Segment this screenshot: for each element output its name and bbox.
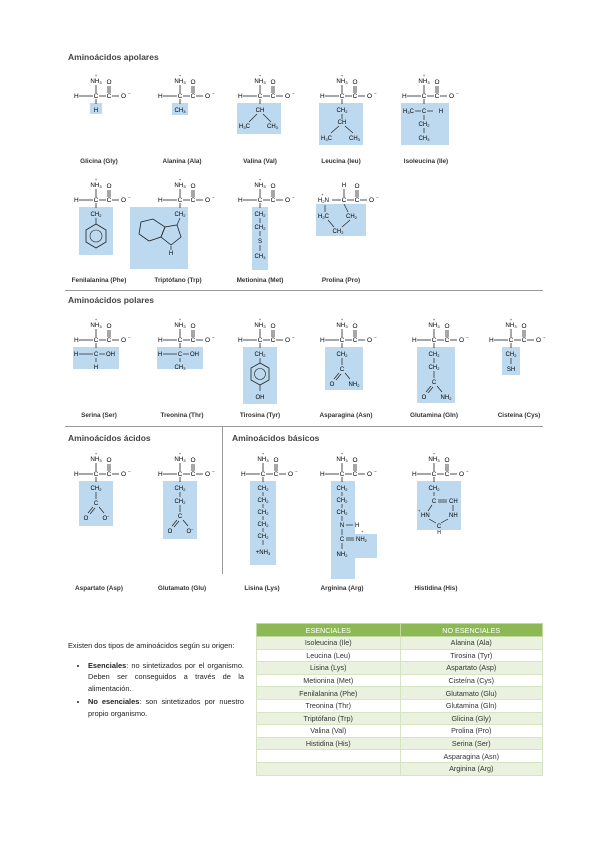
label-phe: Fenilalanina (Phe) bbox=[71, 277, 127, 284]
table-row bbox=[257, 737, 543, 750]
svg-text:C: C bbox=[354, 197, 360, 204]
label-ile: Isoleucina (Ile) bbox=[403, 158, 449, 165]
table-cell: Treonina (Thr) bbox=[257, 699, 401, 712]
divider-acidos-basicos bbox=[222, 426, 223, 574]
lysine-structure bbox=[240, 474, 302, 568]
svg-text:NH2: NH2 bbox=[356, 537, 367, 543]
svg-text:CH2: CH2 bbox=[90, 212, 102, 218]
svg-text:CH2: CH2 bbox=[257, 510, 269, 516]
svg-text:HN: HN bbox=[421, 513, 430, 519]
svg-text:CH: CH bbox=[255, 108, 265, 114]
svg-text:NH2: NH2 bbox=[348, 382, 360, 388]
svg-text:H: H bbox=[355, 523, 360, 529]
svg-text:N: N bbox=[339, 523, 345, 529]
svg-text:H3C: H3C bbox=[321, 136, 332, 142]
svg-text:C: C bbox=[339, 367, 345, 373]
label-his: Histidina (His) bbox=[414, 585, 458, 592]
svg-text:O: O bbox=[329, 382, 335, 388]
svg-text:CH2: CH2 bbox=[90, 486, 102, 492]
label-leu: Leucina (leu) bbox=[321, 158, 361, 165]
divider-polares bbox=[65, 426, 543, 427]
table-header-row bbox=[257, 624, 543, 637]
svg-text:H2C: H2C bbox=[318, 214, 329, 220]
table-row bbox=[257, 687, 543, 700]
svg-text:O: O bbox=[369, 197, 375, 204]
svg-text:CH2: CH2 bbox=[174, 212, 186, 218]
table-row bbox=[257, 674, 543, 687]
table-row bbox=[257, 762, 543, 775]
svg-text:O: O bbox=[83, 516, 89, 522]
table-cell: Aspartato (Asp) bbox=[400, 662, 543, 675]
svg-text:H3C: H3C bbox=[403, 109, 414, 115]
svg-text:CH3: CH3 bbox=[174, 365, 186, 371]
svg-text:CH: CH bbox=[337, 120, 347, 126]
svg-text:CH2: CH2 bbox=[418, 122, 430, 128]
section-title-basicos: Aminoácidos básicos bbox=[232, 433, 320, 443]
table-cell: Triptófano (Trp) bbox=[257, 712, 401, 725]
label-met: Metionina (Met) bbox=[236, 277, 284, 284]
label-trp: Triptófano (Trp) bbox=[154, 277, 202, 284]
svg-text:CH2: CH2 bbox=[174, 499, 186, 505]
svg-text:+NH3: +NH3 bbox=[255, 550, 271, 556]
svg-text:CH2: CH2 bbox=[336, 498, 348, 504]
arginine-structure bbox=[319, 474, 391, 580]
svg-text:S: S bbox=[257, 239, 263, 245]
tyrosine-structure bbox=[237, 340, 299, 406]
threonine-structure bbox=[157, 340, 219, 376]
histidine-structure bbox=[411, 474, 473, 534]
svg-text:−: − bbox=[376, 195, 379, 200]
svg-text:CH3: CH3 bbox=[174, 108, 186, 114]
phenylalanine-structure bbox=[73, 200, 135, 260]
svg-text:H: H bbox=[168, 251, 174, 257]
svg-text:H: H bbox=[341, 182, 347, 189]
label-glu: Glutamato (Glu) bbox=[157, 585, 207, 592]
svg-text:C: C bbox=[431, 380, 437, 386]
table-cell: Tirosina (Tyr) bbox=[400, 649, 543, 662]
glutamate-structure bbox=[157, 474, 219, 544]
table-row bbox=[257, 662, 543, 675]
svg-text:O−: O− bbox=[186, 527, 194, 535]
svg-text:CH2: CH2 bbox=[505, 352, 517, 358]
alanine-structure bbox=[157, 96, 219, 126]
asparagine-structure bbox=[319, 340, 381, 394]
table-cell: Arginina (Arg) bbox=[400, 762, 543, 775]
table-cell: Isoleucina (Ile) bbox=[257, 637, 401, 650]
svg-text:SH: SH bbox=[506, 367, 516, 373]
svg-text:CH2: CH2 bbox=[428, 352, 440, 358]
aspartate-structure bbox=[73, 474, 135, 530]
svg-text:CH2: CH2 bbox=[336, 486, 348, 492]
table-cell: Leucina (Leu) bbox=[257, 649, 401, 662]
svg-text:NH: NH bbox=[449, 513, 458, 519]
table-cell: Valina (Val) bbox=[257, 725, 401, 738]
label-val: Valina (Val) bbox=[243, 158, 277, 165]
table-cell: Lisina (Lys) bbox=[257, 662, 401, 675]
svg-text:CH2: CH2 bbox=[428, 365, 440, 371]
svg-text:CH2: CH2 bbox=[336, 510, 348, 516]
table-cell: Glicina (Gly) bbox=[400, 712, 543, 725]
label-arg: Arginina (Arg) bbox=[320, 585, 364, 592]
svg-text:+: + bbox=[418, 508, 421, 513]
svg-text:C: C bbox=[421, 109, 427, 115]
table-cell: Glutamina (Gln) bbox=[400, 699, 543, 712]
label-cys: Cisteína (Cys) bbox=[497, 412, 541, 419]
header-esenciales: ESENCIALES bbox=[257, 624, 401, 637]
label-lys: Lisina (Lys) bbox=[244, 585, 280, 592]
svg-text:C: C bbox=[177, 352, 183, 358]
label-gly: Glicina (Gly) bbox=[80, 158, 118, 165]
svg-text:CH3: CH3 bbox=[267, 124, 278, 130]
svg-text:CH2: CH2 bbox=[336, 352, 348, 358]
label-ala: Alanina (Ala) bbox=[162, 158, 202, 165]
svg-text:OH: OH bbox=[190, 352, 199, 358]
table-row bbox=[257, 649, 543, 662]
section-title-apolares: Aminoácidos apolares bbox=[68, 52, 159, 62]
table-row bbox=[257, 750, 543, 763]
label-ser: Serina (Ser) bbox=[81, 412, 117, 419]
svg-text:CH2: CH2 bbox=[254, 225, 266, 231]
svg-text:CH2: CH2 bbox=[257, 522, 269, 528]
list-item-esenciales bbox=[88, 660, 244, 695]
valine-structure bbox=[237, 96, 299, 140]
divider-apolares bbox=[65, 290, 543, 291]
svg-text:CH2: CH2 bbox=[332, 229, 344, 235]
desc-no-esenciales: : son sintetizados por nuestro propio organismo. bbox=[88, 697, 244, 718]
essential-amino-acids-table bbox=[256, 623, 543, 776]
svg-text:CH2: CH2 bbox=[428, 486, 440, 492]
svg-text:O: O bbox=[167, 529, 173, 535]
svg-text:H: H bbox=[158, 352, 163, 358]
table-cell: Fenilalanina (Phe) bbox=[257, 687, 401, 700]
svg-text:NH2: NH2 bbox=[440, 395, 452, 401]
svg-text:O: O bbox=[354, 183, 360, 190]
svg-text:+: + bbox=[361, 529, 364, 534]
table-cell: Alanina (Ala) bbox=[400, 637, 543, 650]
section-title-polares: Aminoácidos polares bbox=[68, 295, 154, 305]
svg-text:C: C bbox=[177, 514, 183, 520]
header-no-esenciales: NO ESENCIALES bbox=[400, 624, 543, 637]
svg-text:CH3: CH3 bbox=[418, 136, 430, 142]
svg-text:C: C bbox=[436, 524, 442, 530]
proline-structure bbox=[316, 182, 392, 240]
leucine-structure bbox=[319, 96, 381, 150]
svg-text:O−: O− bbox=[102, 514, 110, 522]
svg-text:H: H bbox=[74, 352, 79, 358]
svg-text:C: C bbox=[341, 197, 347, 204]
table-row bbox=[257, 637, 543, 650]
term-no-esenciales: No esenciales bbox=[88, 697, 140, 706]
svg-text:C: C bbox=[431, 499, 437, 505]
tryptophan-structure bbox=[157, 200, 219, 270]
svg-text:C: C bbox=[93, 352, 99, 358]
table-cell: Asparagina (Asn) bbox=[400, 750, 543, 763]
label-pro: Prolina (Pro) bbox=[321, 277, 361, 284]
svg-text:C: C bbox=[339, 537, 345, 543]
intro-paragraph: Existen dos tipos de aminoácidos según su origen: bbox=[68, 641, 235, 650]
svg-text:CH2: CH2 bbox=[254, 212, 266, 218]
desc-esenciales: : no sintetizados por el organismo. Deben ser conseguidos a través de la alimentación. bbox=[88, 660, 244, 693]
serine-structure bbox=[73, 340, 135, 376]
svg-text:NH2: NH2 bbox=[336, 552, 348, 558]
cysteine-structure bbox=[488, 340, 550, 380]
intro-text-block bbox=[68, 640, 244, 721]
svg-text:CH2: CH2 bbox=[174, 486, 186, 492]
table-cell bbox=[257, 750, 401, 763]
table-cell: Metionina (Met) bbox=[257, 674, 401, 687]
svg-text:H: H bbox=[93, 365, 99, 371]
svg-text:H3C: H3C bbox=[239, 124, 250, 130]
svg-text:CH3: CH3 bbox=[349, 136, 360, 142]
label-asn: Asparagina (Asn) bbox=[319, 412, 373, 419]
label-asp: Aspartato (Asp) bbox=[75, 585, 123, 592]
table-cell: Prolina (Pro) bbox=[400, 725, 543, 738]
table-row bbox=[257, 699, 543, 712]
label-tyr: Tirosina (Tyr) bbox=[239, 412, 281, 419]
table-cell: Serina (Ser) bbox=[400, 737, 543, 750]
glutamine-structure bbox=[411, 340, 473, 408]
svg-text:C: C bbox=[93, 501, 99, 507]
svg-text:H: H bbox=[93, 107, 99, 114]
label-gln: Glutamina (Gln) bbox=[410, 412, 458, 419]
isoleucine-structure bbox=[401, 96, 463, 150]
amino-types-list bbox=[68, 660, 244, 720]
svg-text:OH: OH bbox=[255, 395, 265, 401]
svg-text:CH2: CH2 bbox=[257, 534, 269, 540]
svg-text:+: + bbox=[321, 192, 324, 197]
table-row bbox=[257, 712, 543, 725]
glycine-structure bbox=[73, 96, 135, 126]
table-cell: Glutamato (Glu) bbox=[400, 687, 543, 700]
list-item-no-esenciales bbox=[88, 696, 244, 719]
svg-text:CH2: CH2 bbox=[257, 498, 269, 504]
svg-text:CH2: CH2 bbox=[346, 214, 357, 220]
svg-text:CH3: CH3 bbox=[254, 254, 266, 260]
svg-text:CH2: CH2 bbox=[336, 108, 348, 114]
term-esenciales: Esenciales bbox=[88, 660, 127, 670]
svg-text:CH: CH bbox=[449, 499, 458, 505]
methionine-structure bbox=[237, 200, 299, 272]
svg-text:O: O bbox=[421, 395, 427, 401]
svg-text:H: H bbox=[437, 530, 441, 536]
svg-text:H2N: H2N bbox=[318, 198, 329, 204]
svg-text:H: H bbox=[438, 109, 444, 115]
svg-text:CH2: CH2 bbox=[254, 352, 266, 358]
label-thr: Treonina (Thr) bbox=[160, 412, 204, 419]
table-cell: Histidina (His) bbox=[257, 737, 401, 750]
table-row bbox=[257, 725, 543, 738]
table-cell: Cisteína (Cys) bbox=[400, 674, 543, 687]
svg-text:OH: OH bbox=[106, 352, 115, 358]
svg-text:CH2: CH2 bbox=[257, 486, 269, 492]
table-cell bbox=[257, 762, 401, 775]
section-title-acidos: Aminoácidos ácidos bbox=[68, 433, 151, 443]
